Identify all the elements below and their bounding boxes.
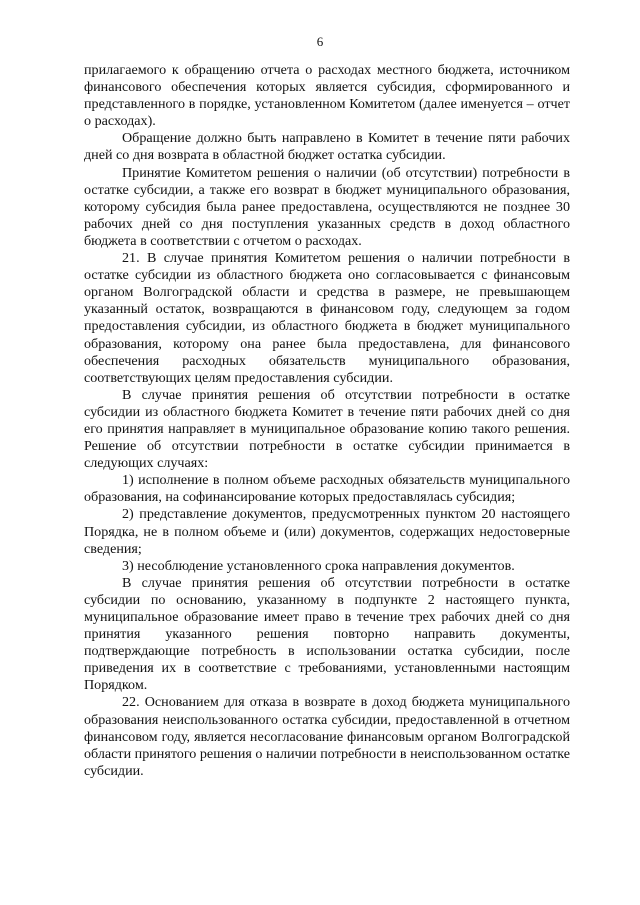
paragraph: В случае принятия решения об отсутствии потребности в остатке субсидии по основанию, указанному в подпункте 2 настоящего пункта, муниципальное образование имеет право в течение трех рабочих дней со дня принятия указанного решения повторно направить документы, подтверждающие потребность в использовании остатка субсидии, после приведения их в соответствие с требованиями, установленными настоящим Порядком. bbox=[84, 574, 570, 694]
paragraph: Принятие Комитетом решения о наличии (об отсутствии) потребности в остатке субсидии, а также его возврат в бюджет муниципального образования, которому субсидия была ранее предоставлена, осуществляются не позднее 30 рабочих дней со дня поступления указанных средств в доход областного бюджета в соответствии с отчетом о расходах. bbox=[84, 164, 570, 249]
paragraph: В случае принятия решения об отсутствии потребности в остатке субсидии из областного бюджета Комитет в течение пяти рабочих дней со дня его принятия направляет в муниципальное образование копию такого решения. Решение об отсутствии потребности в остатке субсидии принимается в следующих случаях: bbox=[84, 386, 570, 472]
paragraph-item-22: 22. Основанием для отказа в возврате в доход бюджета муниципального образования неиспользованного остатка субсидии, предоставленной в отчетном финансовом году, является несогласование финансовым органом Волгоградской области принятого решения о наличии потребности в неиспользованном остатке субсидии. bbox=[84, 694, 570, 779]
page-number: 6 bbox=[316, 34, 324, 49]
list-item: 2) представление документов, предусмотренных пунктом 20 настоящего Порядка, не в полном объеме и (или) документов, содержащих недостоверные сведения; bbox=[84, 506, 570, 557]
paragraph-item-21: 21. В случае принятия Комитетом решения о наличии потребности в остатке субсидии из областного бюджета оно согласовывается с финансовым органом Волгоградской области и средства в размере, не превышающем указанный остаток, возвращаются в финансовом году, следующем за годом предоставления субсидии, из областного бюджета в бюджет муниципального образования, которому она ранее была предоставлена, для финансового обеспечения расходных обязательств муниципального образования, соответствующих целям предоставления субсидии. bbox=[84, 250, 570, 386]
document-body bbox=[84, 62, 570, 780]
list-item: 1) исполнение в полном объеме расходных обязательств муниципального образования, на софинансирование которых предоставлялась субсидия; bbox=[84, 472, 570, 506]
paragraph: Обращение должно быть направлено в Комитет в течение пяти рабочих дней со дня возврата в областной бюджет остатка субсидии. bbox=[84, 130, 570, 164]
paragraph: прилагаемого к обращению отчета о расходах местного бюджета, источником финансового обеспечения которых является субсидия, сформированного и представленного в порядке, установленном Комитетом (далее именуется – отчет о расходах). bbox=[84, 62, 570, 130]
list-item: 3) несоблюдение установленного срока направления документов. bbox=[122, 557, 515, 574]
